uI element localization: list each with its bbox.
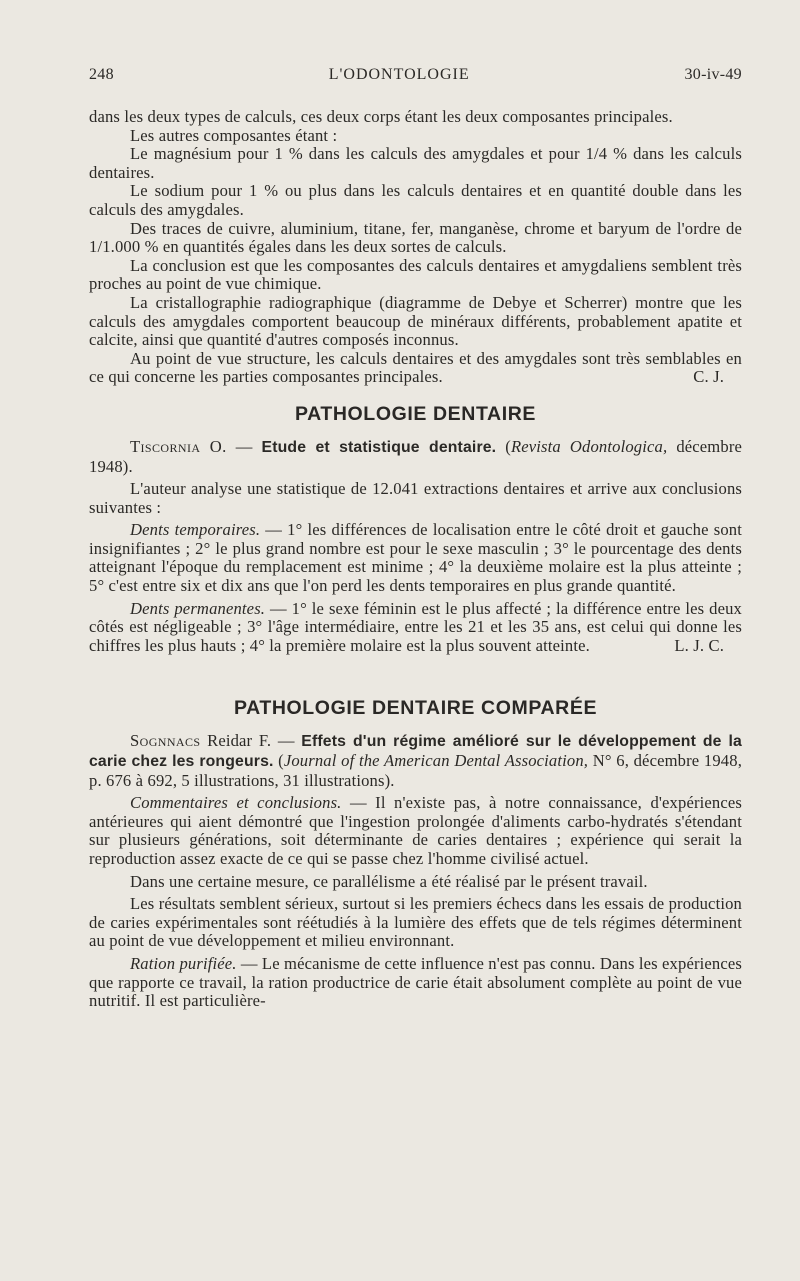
paragraph: Le magnésium pour 1 % dans les calculs des amygdales et pour 1/4 % dans les calculs dentaires. <box>89 144 742 182</box>
reference-journal: Revista Odontologica, <box>510 436 668 456</box>
subheading-label: Ration purifiée. <box>130 953 237 973</box>
reference-details: décembre 1948). <box>89 436 743 476</box>
reference-details: N° 6, décembre 1948, p. 676 à 692, 5 illustrations, 31 illustrations). <box>89 751 742 790</box>
reference-entry <box>89 732 742 790</box>
paragraph-text: Au point de vue structure, les calculs dentaires et des amygdales sont très semblables en ce qui concerne les parties composantes principales. <box>89 348 742 387</box>
subheading-label: Dents temporaires. <box>130 520 261 540</box>
reference-title: Etude et statistique dentaire. <box>261 438 497 456</box>
paragraph: La conclusion est que les composantes des calculs dentaires et amygdaliens semblent très proches au point de vue chimique. <box>89 255 742 294</box>
paragraph: dans les deux types de calculs, ces deux corps étant les deux composantes principales. <box>89 107 673 126</box>
subheading-label: Commentaires et conclusions. <box>130 793 342 813</box>
paragraph-text: — Le mécanisme de cette influence n'est pas connu. Dans les expériences que rapporte ce travail, la ration productrice de carie était absolument complète au point de vue nutritif. Il est particulière- <box>89 953 742 1011</box>
paragraph: La cristallographie radiographique (diagramme de Debye et Scherrer) montre que les calculs des amygdales comportent beaucoup de minéraux différents, probablement apatite et calcite, ainsi que quantité d'autres composés inconnus. <box>89 292 742 350</box>
reference-journal: Journal of the American Dental Association, <box>283 751 589 771</box>
reference-author: Tiscornia O. <box>130 436 227 456</box>
journal-title: L'ODONTOLOGIE <box>328 66 470 83</box>
paragraph: Le sodium pour 1 % ou plus dans les calculs dentaires et en quantité double dans les calculs des amygdales. <box>89 181 742 219</box>
paragraph <box>89 794 742 868</box>
author-initials: C. J. <box>693 367 724 387</box>
paragraph: Dans une certaine mesure, ce parallélisme a été réalisé par le présent travail. <box>130 871 648 891</box>
paren: ( <box>273 751 284 771</box>
paragraph <box>89 955 742 1011</box>
paragraph: L'auteur analyse une statistique de 12.041 extractions dentaires et arrive aux conclusions suivantes : <box>89 479 742 517</box>
author-initials: L. J. C. <box>674 635 724 655</box>
paragraph-text: — 1° le sexe féminin est le plus affecté ; la différence entre les deux côtés est négligeable ; 3° l'âge intermédiaire, entre les 21 et les 35 ans, est celui qui donne les chiffres les plus hauts ; 4° la première molaire est la plus souvent atteinte. <box>89 598 742 655</box>
section-heading: PATHOLOGIE DENTAIRE <box>294 402 537 425</box>
paragraph: Des traces de cuivre, aluminium, titane, fer, manganèse, chrome et baryum de l'ordre de 1/1.000 % en quantités égales dans les deux sortes de calculs. <box>89 218 742 257</box>
issue-date: 30-iv-49 <box>684 66 742 83</box>
running-header <box>89 66 742 84</box>
paragraph: Les résultats semblent sérieux, surtout si les premiers échecs dans les essais de production de caries expérimentales sont réétudiés à la lumière des effets que de tels régimes déterminent au point de vue développement et milieu environnant. <box>89 894 742 951</box>
paragraph <box>89 521 742 595</box>
section-heading: PATHOLOGIE DENTAIRE COMPARÉE <box>233 697 598 720</box>
paragraph <box>89 350 742 387</box>
reference-title: Effets d'un régime amélioré sur le développement de la carie chez les rongeurs. <box>89 733 742 771</box>
paragraph <box>89 600 742 656</box>
subheading-label: Dents permanentes. <box>130 598 266 618</box>
page-number: 248 <box>89 66 114 83</box>
paragraph-text: — 1° les différences de localisation entre le côté droit et gauche sont insignifiantes ; 2° le plus grand nombre est pour le sexe masculin ; 3° le pourcentage des dents atteignant l'époque du remplacement est minime ; 4° la deuxième molaire est la plus atteinte ; 5° c'est entre six et dix ans que l'on perd les dents temporaires en plus grande quantité. <box>89 520 743 596</box>
paragraph: Les autres composantes étant : <box>130 125 338 145</box>
reference-author: Sognnacs <box>130 731 201 751</box>
paragraph-text: — Il n'existe pas, à notre connaissance, d'expériences antérieures qui aient démontré que l'ingestion prolongée d'aliments carbo-hydratés s'étendant sur plusieurs générations, soit déterminante de caries dentaires ; expérience qui serait la reproduction assez exacte de ce qui se passe chez l'homme civilisé actuel. <box>89 793 742 868</box>
paren: ( <box>496 436 511 456</box>
reference-entry <box>89 438 742 476</box>
reference-author-given: Reidar F. <box>200 731 272 751</box>
dash: — <box>271 731 302 751</box>
dash: — <box>226 436 262 456</box>
